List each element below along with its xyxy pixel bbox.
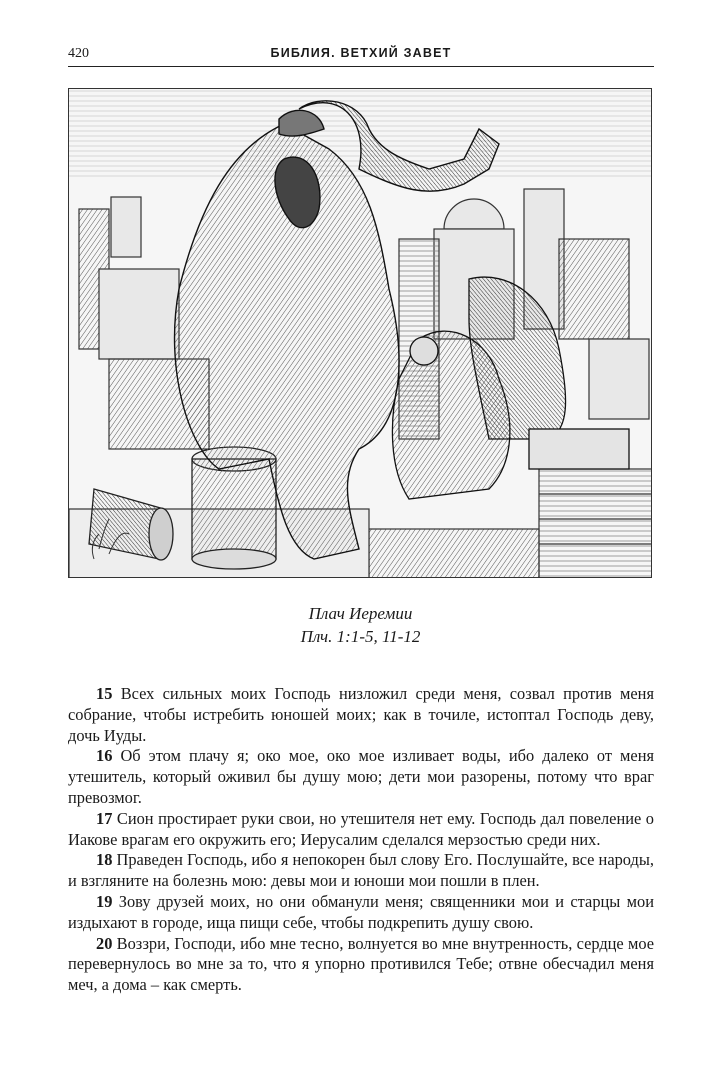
verse-number: 20 — [96, 933, 113, 953]
verse-text: Сион простирает руки свои, но утешителя нет ему. Господь дал повеление о Иакове врагам его окружить его; Иерусалим сделался мерзостью среди них. — [68, 808, 654, 849]
verse — [68, 809, 654, 851]
verse-number: 17 — [96, 808, 113, 828]
page-header — [68, 44, 654, 67]
scripture-reference: Плч. 1:1-5, 11-12 — [300, 627, 421, 646]
verse-number: 16 — [96, 746, 113, 766]
verse-number: 18 — [96, 850, 113, 870]
verse — [68, 934, 654, 996]
running-title: БИБЛИЯ. ВЕТХИЙ ЗАВЕТ — [270, 46, 452, 60]
verse — [68, 850, 654, 892]
engraving-illustration — [68, 88, 652, 578]
verse-text: Зову друзей моих, но они обманули меня; священники мои и старцы мои издыхают в городе, ища пищи себе, чтобы подкрепить душу свою. — [68, 891, 654, 932]
verse-text: Всех сильных моих Господь низложил среди меня, созвал против меня собрание, чтобы истребить юношей моих; как в точиле, истоптал Господь деву, дочь Иуды. — [68, 684, 654, 745]
verse — [68, 684, 654, 746]
verse — [68, 746, 654, 808]
verse-block — [68, 684, 654, 996]
verse-number: 15 — [96, 684, 113, 703]
verse-text: Об этом плачу я; око мое, око мое изливает воды, ибо далеко от меня утешитель, который оживил бы душу мою; дети мои разорены, потому что враг превозмог. — [68, 746, 654, 807]
verse-number: 19 — [96, 891, 113, 911]
illustration-title: Плач Иеремии — [308, 604, 413, 623]
verse — [68, 892, 654, 934]
page-number: 420 — [68, 46, 89, 61]
verse-text: Воззри, Господи, ибо мне тесно, волнуется во мне внутренность, сердце мое перевернулось во мне за то, что я упорно противился Тебе; отвне обесчадил меня меч, а дома – как смерть. — [68, 933, 654, 995]
verse-text: Праведен Господь, ибо я непокорен был слову Его. Послушайте, все народы, и взгляните на болезнь мою: девы мои и юноши мои пошли в плен. — [68, 850, 654, 891]
